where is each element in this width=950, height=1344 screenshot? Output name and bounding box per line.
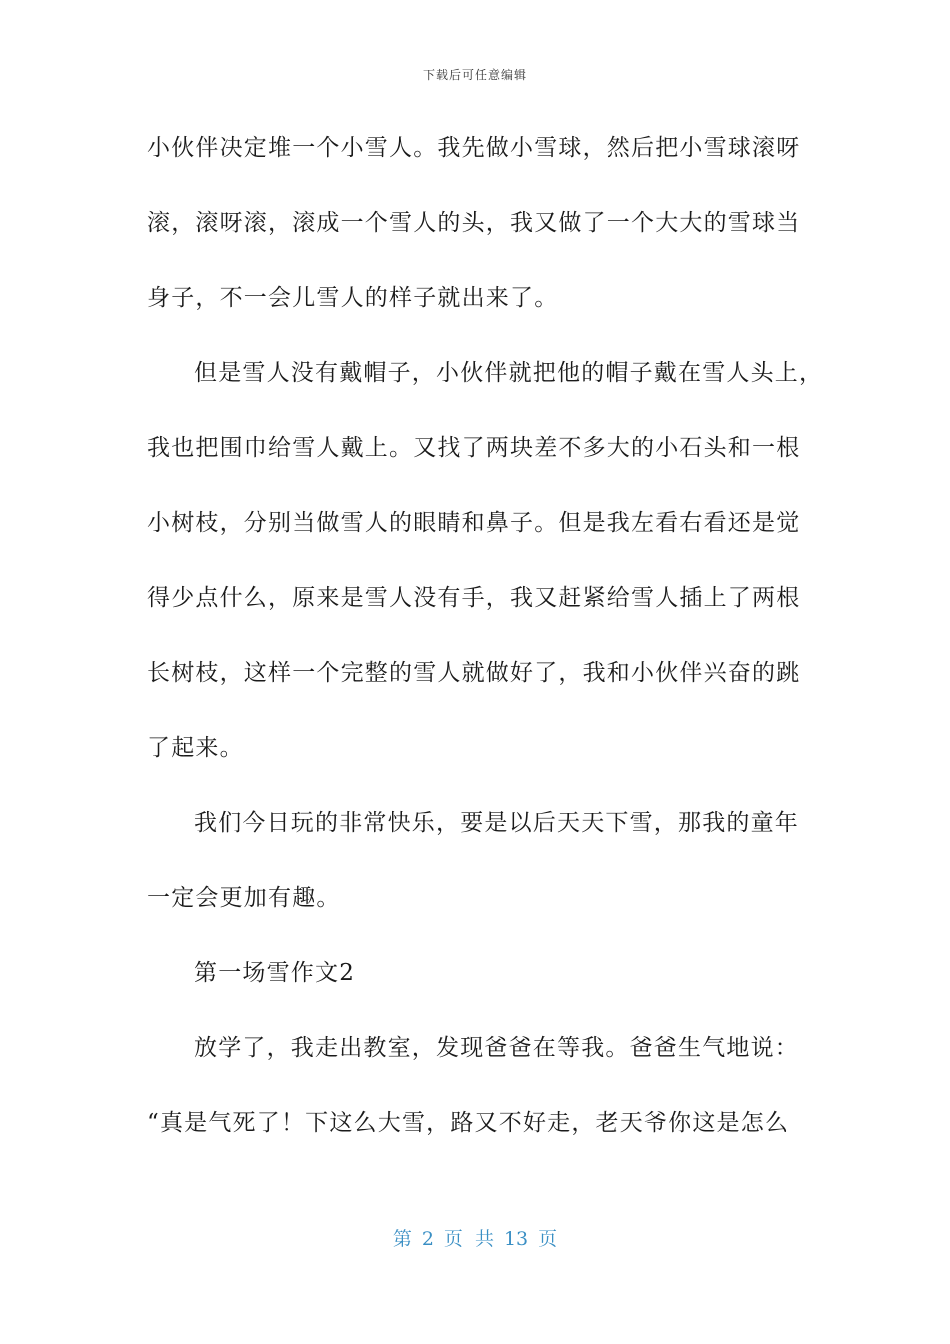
text-line: 身子，不一会儿雪人的样子就出来了。 [147, 285, 559, 311]
text-line: 长树枝，这样一个完整的雪人就做好了，我和小伙伴兴奋的跳 [147, 660, 801, 686]
text-line: 放学了，我走出教室，发现爸爸在等我。爸爸生气地说： [194, 1035, 799, 1061]
document-body [147, 124, 824, 1174]
text-line: 我们今日玩的非常快乐，要是以后天天下雪，那我的童年 [194, 810, 799, 836]
page-label-suffix: 页 [538, 1228, 558, 1250]
page-label-mid: 页 共 [443, 1228, 494, 1250]
text-line: 滚，滚呀滚，滚成一个雪人的头，我又做了一个大大的雪球当 [147, 210, 801, 236]
page-footer [0, 1224, 950, 1251]
text-line: 我也把围巾给雪人戴上。又找了两块差不多大的小石头和一根 [147, 435, 801, 461]
text-line: 小树枝，分别当做雪人的眼睛和鼻子。但是我左看右看还是觉 [147, 510, 801, 536]
text-line: 一定会更加有趣。 [147, 885, 341, 911]
current-page-number: 2 [421, 1228, 434, 1250]
text-line: 小伙伴决定堆一个小雪人。我先做小雪球，然后把小雪球滚呀 [147, 135, 801, 161]
section-heading: 第一场雪作文2 [194, 960, 356, 986]
text-line: 了起来。 [147, 735, 244, 761]
page-label-prefix: 第 [392, 1228, 412, 1250]
page-header: 下载后可任意编辑 [422, 68, 527, 82]
total-pages-number: 13 [503, 1228, 529, 1250]
text-line: 得少点什么，原来是雪人没有手，我又赶紧给雪人插上了两根 [147, 585, 801, 611]
text-line: “真是气死了！下这么大雪，路又不好走，老天爷你这是怎么 [147, 1110, 790, 1136]
text-line: 但是雪人没有戴帽子，小伙伴就把他的帽子戴在雪人头上， [194, 360, 824, 386]
